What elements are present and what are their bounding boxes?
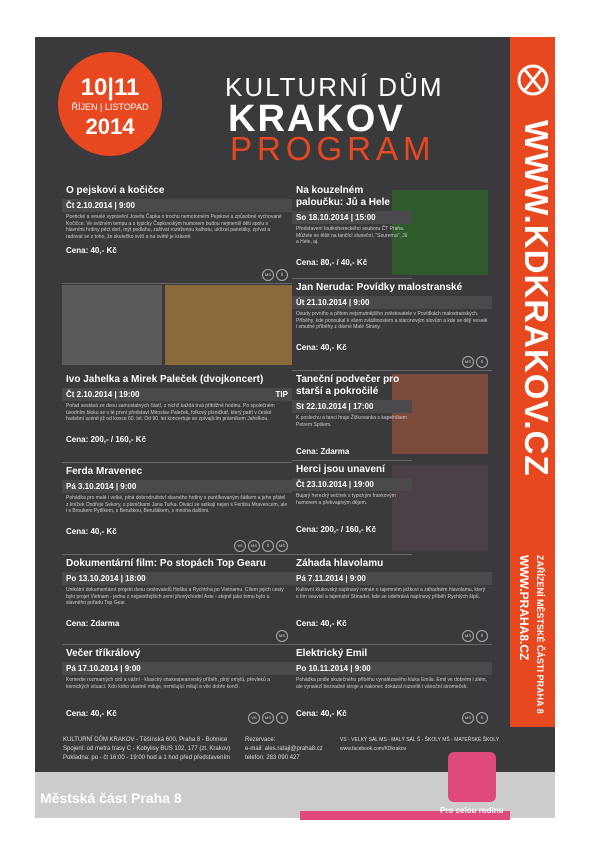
event-date: Pá 7.11.2014 | 9:00 bbox=[292, 572, 492, 585]
event-date: St 22.10.2014 | 17:00 bbox=[292, 400, 412, 413]
event-price: Cena: 40,- Kč bbox=[296, 619, 347, 628]
event-card bbox=[62, 646, 292, 726]
event-tags bbox=[260, 263, 288, 281]
family-label: Pro celou rodinu bbox=[440, 806, 504, 815]
event-desc: Pořad sestává ze dvou samostatných částí, z nichž každá trvá přibližně hodinu. Po společném úvodním bloku se v té první představí Miroslav Paleček, folkový písničkář, který patří v české hudební scéně již od konce 60. let. Od 90. let koncertuje se zpívajícím právníkem Jahelkou. bbox=[66, 403, 275, 422]
tag-icon: Š bbox=[276, 269, 288, 281]
kd-logo-icon bbox=[515, 50, 551, 110]
event-tags bbox=[460, 350, 488, 368]
event-price: Cena: 40,- Kč bbox=[296, 343, 347, 352]
tag-icon: MS bbox=[462, 630, 474, 642]
event-title: Herci jsou unavení bbox=[296, 464, 385, 475]
event-title: Ferda Mravenec bbox=[66, 466, 143, 477]
tag-icon: VS bbox=[248, 712, 260, 724]
event-desc: Pohádka podle skutečného příběhu vynalézavého kluka Emila. Emil ve dobrém i zlém, ale vynalezl bezvadné stroje a nakonec dokázal rozsvítit i vánoční stromeček. bbox=[296, 677, 487, 690]
event-tags bbox=[232, 534, 288, 552]
event-desc: Komedie rozmarných citů a vášní - klasický shakespearovský příběh, plný omylů, převleků a komických situací. Kdo koho vlastně miluje, nemilující milují a vše dobře končí. bbox=[66, 677, 270, 690]
tag-icon: MŠ bbox=[276, 540, 288, 552]
title-line1: KULTURNÍ DŮM bbox=[225, 72, 444, 102]
event-date: Čt 2.10.2014 | 19:00 TIP bbox=[62, 388, 292, 401]
event-title: O pejskovi a kočičce bbox=[66, 185, 165, 196]
title-line2: KRAKOV bbox=[228, 98, 405, 140]
event-desc: Osudy prvního a přitom nejsmutnějšího zvěstovatele v Povídkách malostranských. Příběhy, kde ponoukal k všem zvláštnostem a staronovým slovům a kde se dějí veselé i smutné příběhy z dávné Malé Strany. bbox=[296, 311, 488, 330]
district-label: Městská část Praha 8 bbox=[40, 790, 182, 806]
org-name: ZAŘÍZENÍ MĚSTSKÉ ČÁSTI PRAHA 8 bbox=[535, 555, 545, 714]
date-badge bbox=[58, 52, 162, 156]
event-price: Cena: 40,- Kč bbox=[296, 709, 347, 718]
event-price: Cena: 40,- Kč bbox=[66, 709, 117, 718]
event-price: Cena: Zdarma bbox=[296, 447, 350, 456]
event-desc: Představení loutkohereckého souboru ČT Praha. Můžete se těšit na tančící sluneční, “Sourerna”, Jů a Hele, aj. bbox=[296, 226, 408, 245]
event-desc: Unikátní dokumentární projekt dvou cestovatelů Hoška a Rychtrha po Vietnamu. Cílem jejich cesty bylo projet Vietnam - jednu z nejpestřejších zemí jihovýchodní Asie - stejně jako tomu bylo u slavného pořadu Top Gear. bbox=[66, 587, 284, 606]
tag-icon: MS bbox=[248, 540, 260, 552]
event-title: Jan Neruda: Povídky malostranské bbox=[296, 282, 463, 293]
event-price: Cena: 200,- / 160,- Kč bbox=[296, 525, 377, 534]
event-date: Čt 23.10.2014 | 19:00 bbox=[292, 478, 412, 491]
date-months: ŘÍJEN | LISTOPAD bbox=[71, 102, 149, 112]
tag-icon: Š bbox=[276, 712, 288, 724]
tag-icon: Š bbox=[476, 630, 488, 642]
event-card bbox=[292, 183, 412, 279]
photo-jahelka bbox=[62, 285, 162, 365]
event-date: Po 13.10.2014 | 18:00 bbox=[62, 572, 292, 585]
event-date: Pá 17.10.2014 | 9:00 bbox=[62, 662, 292, 675]
event-price: Cena: 200,- / 160,- Kč bbox=[66, 435, 147, 444]
event-tags bbox=[274, 624, 288, 642]
event-title: Na kouzelném paloučku: Jů a Hele bbox=[296, 185, 390, 208]
tag-icon: VS bbox=[234, 540, 246, 552]
tag-icon: MS bbox=[462, 712, 474, 724]
website[interactable]: WWW.KDKRAKOV.CZ bbox=[518, 120, 555, 477]
event-title: Záhada hlavolamu bbox=[296, 558, 384, 569]
tag-icon: MS bbox=[462, 356, 474, 368]
event-card bbox=[292, 462, 412, 555]
tag-icon: Š bbox=[476, 712, 488, 724]
event-date: Čt 2.10.2014 | 9:00 bbox=[62, 199, 292, 212]
title-line3: PROGRAM bbox=[230, 130, 436, 167]
event-price: Cena: 40,- Kč bbox=[66, 246, 117, 255]
tag-icon: MS bbox=[262, 712, 274, 724]
tag-icon: MS bbox=[276, 630, 288, 642]
event-desc: Bujarý herecký večírek s typickým frankovým humorem a překvapivým dějem. bbox=[296, 493, 396, 506]
event-card bbox=[292, 372, 412, 461]
event-title: Elektrický Emil bbox=[296, 648, 368, 659]
date-year: 2014 bbox=[85, 114, 135, 139]
event-price: Cena: Zdarma bbox=[66, 619, 120, 628]
event-card bbox=[292, 280, 492, 371]
footer-address: KULTURNÍ DŮM KRAKOV - Těšínská 600, Praha 8 - Bohnice Spojení: od metra trasy C - Kobylisy BUS 102, 177 (zt. Krakov) Pokladna: po - čt 16:00 - 19:00 hod a 1 hod před představením bbox=[63, 737, 231, 761]
event-price: Cena: 80,- / 40,- Kč bbox=[296, 258, 368, 267]
date-days: 10|11 bbox=[80, 74, 140, 101]
event-card bbox=[62, 372, 292, 463]
footer-legend: VS - VELKÝ SÁL MS - MALÝ SÁL Š - ŠKOLY MŠ - MATEŘSKÉ ŠKOLY www.facebook.com/KDkrakov bbox=[340, 737, 500, 752]
footer-contact: Rezervace: e-mail: ales.ratajl@praha8.cz telefon: 283 090 427 bbox=[245, 737, 323, 761]
photo-palecek bbox=[165, 285, 292, 365]
website-praha8[interactable]: WWW.PRAHA8.CZ bbox=[517, 555, 531, 661]
tag-icon: Š bbox=[476, 356, 488, 368]
event-desc: Pohádka pro malé i velké, plná dobrodružství slavného hrdiny s puntíkovaným šátkem a jeho přátel z knížek Ondřeje Sekory, s písničkami Jana Turka. Diváci se setkají nejen s Ferdou Mravencem, ale i s Broukem Pytlíkem, s Beruškou, Berušákem, s mnoha dalšími. bbox=[66, 495, 288, 514]
event-card bbox=[62, 464, 292, 555]
event-price: Cena: 40,- Kč bbox=[66, 527, 117, 536]
event-desc: Poetické a veselé vyprávění Josefa Čapka o trochu nemotorném Pejskovi a způsobné vychované Kočičce. Ve svižném tempu a s typicky Čapkovským humorem budou nejmenší děti spolu s hlavními hrdiny péct dort, mýt podlahu, zašívat roztrženou kalhotu, uklízet paneláky, zpívat a radovat se z toho, že skutečko svítí a na světě je krásně. bbox=[66, 214, 282, 240]
event-date: So 18.10.2014 | 15:00 bbox=[292, 211, 412, 224]
event-card bbox=[62, 556, 292, 645]
event-tags bbox=[460, 624, 488, 642]
event-title: Dokumentární film: Po stopách Top Gearu bbox=[66, 558, 266, 569]
event-title: Taneční podvečer pro starší a pokročilé bbox=[296, 374, 400, 397]
event-desc: Kultovní klukovský napínavý román o tajemném ježkovi a záhadném hlavolamu, který s tím souvisí a tajemství Stínadel, kde se odehrává napínavý příběh Rychlých šípů. bbox=[296, 587, 486, 600]
event-date: Pá 3.10.2014 | 9:00 bbox=[62, 480, 292, 493]
event-card bbox=[292, 556, 492, 645]
family-icon bbox=[448, 752, 496, 802]
event-date: Po 10.11.2014 | 9:00 bbox=[292, 662, 492, 675]
event-tags bbox=[246, 706, 288, 724]
event-tags bbox=[460, 706, 488, 724]
event-date: Út 21.10.2014 | 9:00 bbox=[292, 296, 492, 309]
event-desc: K poslechu a tanci hraje Žižkovanka s kapelníkem Petrem Spišem. bbox=[296, 415, 407, 428]
event-card bbox=[62, 183, 292, 284]
tag-icon: Š bbox=[262, 540, 274, 552]
event-card bbox=[292, 646, 492, 726]
event-title: Večer tříkrálový bbox=[66, 648, 141, 659]
event-title: Ivo Jahelka a Mirek Paleček (dvojkoncert) bbox=[66, 374, 264, 385]
tag-icon: MS bbox=[262, 269, 274, 281]
